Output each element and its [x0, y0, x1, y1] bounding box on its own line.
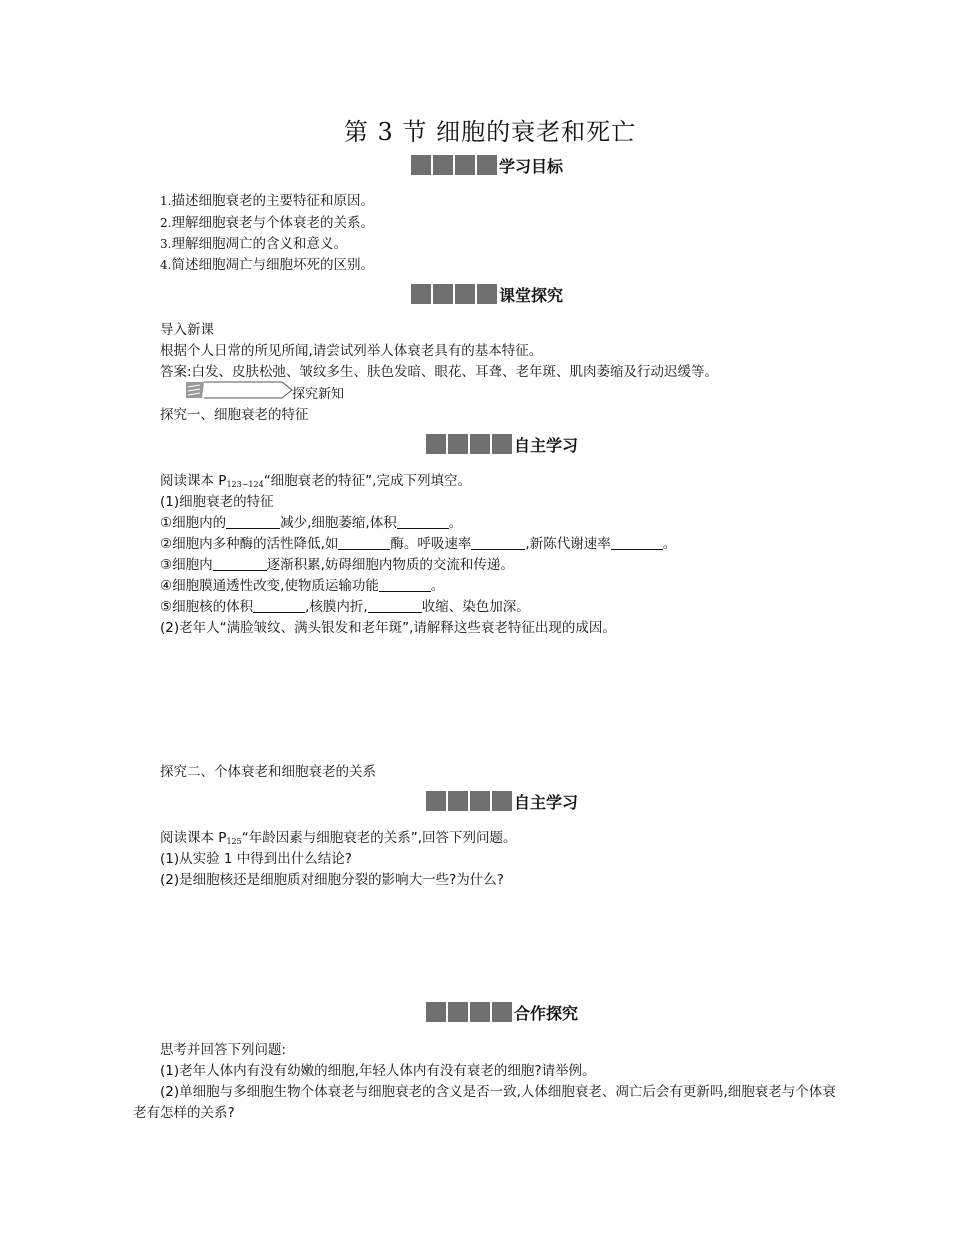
banner-blocks	[426, 1002, 512, 1022]
fill-blank[interactable]	[611, 535, 663, 550]
section-banner-self-study-1	[426, 433, 578, 455]
cooperative-question-1: (1)老年人体内有没有幼嫩的细胞,年轻人体内有没有衰老的细胞?请举例。	[160, 1063, 596, 1079]
fill-blank[interactable]	[379, 577, 431, 592]
fill-line-3: ③细胞内 逐渐积累,妨碍细胞内物质的交流和传递。	[160, 557, 514, 573]
goal-item: 1.描述细胞衰老的主要特征和原因。	[160, 193, 374, 209]
banner-label: 合作探究	[514, 1003, 579, 1023]
fill-blank[interactable]	[368, 598, 422, 613]
banner-blocks	[411, 155, 497, 175]
intro-question: 根据个人日常的所见所闻,请尝试列举人体衰老具有的基本特征。	[160, 343, 543, 359]
fill-blank[interactable]	[213, 556, 267, 571]
explore2-question-1: (1)从实验 1 中得到出什么结论?	[160, 851, 352, 867]
fill-blank[interactable]	[471, 535, 525, 550]
cooperative-question-2: (2)单细胞与多细胞生物个体衰老与细胞衰老的含义是否一致,人体细胞衰老、凋亡后会有更新吗,细胞衰老与个体衰	[160, 1084, 836, 1100]
banner-blocks	[426, 791, 512, 811]
explore1-read-instruction: 阅读课本 $P_{123\sim 124}“$细胞衰老的特征”,完成下列填空。	[160, 473, 471, 489]
goal-item: 2.理解细胞衰老与个体衰老的关系。	[160, 215, 374, 231]
fill-blank[interactable]	[338, 535, 390, 550]
goal-item: 3.理解细胞凋亡的含义和意义。	[160, 236, 347, 252]
banner-blocks	[411, 284, 497, 304]
fill-blank[interactable]	[253, 598, 305, 613]
fill-line-2: ②细胞内多种酶的活性降低,如 酶。呼吸速率 ,新陈代谢速率 。	[160, 536, 677, 552]
cooperative-intro: 思考并回答下列问题:	[160, 1042, 287, 1058]
tag-ribbon-icon	[186, 381, 296, 399]
fill-line-4: ④细胞膜通透性改变,使物质运输功能 。	[160, 578, 445, 594]
fill-line-1: ①细胞内的 减少,细胞萎缩,体积 。	[160, 515, 463, 531]
banner-label: 学习目标	[499, 156, 564, 176]
explore-new-label: 探究新知	[292, 387, 345, 402]
intro-answer: 答案:白发、皮肤松弛、皱纹多生、肤色发暗、眼花、耳聋、老年斑、肌肉萎缩及行动迟缓等。	[160, 364, 719, 380]
explore2-read-instruction: 阅读课本 $P_{125}“$年龄因素与细胞衰老的关系”,回答下列问题。	[160, 830, 517, 846]
fill-blank[interactable]	[397, 514, 449, 529]
banner-blocks	[426, 434, 512, 454]
banner-label: 课堂探究	[499, 285, 564, 305]
fill-blank[interactable]	[226, 514, 280, 529]
explore1-heading: 探究一、细胞衰老的特征	[160, 407, 309, 423]
banner-label: 自主学习	[514, 435, 579, 455]
explore1-sub1: (1)细胞衰老的特征	[160, 494, 274, 510]
explore2-question-2: (2)是细胞核还是细胞质对细胞分裂的影响大一些?为什么?	[160, 872, 504, 888]
explore2-heading: 探究二、个体衰老和细胞衰老的关系	[160, 764, 376, 780]
banner-label: 自主学习	[514, 792, 579, 812]
intro-heading: 导入新课	[160, 322, 214, 338]
section-banner-goals	[411, 154, 563, 176]
page-title: 第 3 节 细胞的衰老和死亡	[343, 118, 637, 146]
goal-item: 4.简述细胞凋亡与细胞坏死的区别。	[160, 257, 374, 273]
cooperative-question-2-cont: 老有怎样的关系?	[133, 1105, 235, 1121]
section-banner-cooperative	[426, 1001, 578, 1023]
explore1-question-2: (2)老年人“满脸皱纹、满头银发和老年斑”,请解释这些衰老特征出现的成因。	[160, 620, 616, 636]
section-banner-classroom	[411, 283, 563, 305]
section-banner-self-study-2	[426, 790, 578, 812]
fill-line-5: ⑤细胞核的体积 ,核膜内折, 收缩、染色加深。	[160, 599, 530, 615]
